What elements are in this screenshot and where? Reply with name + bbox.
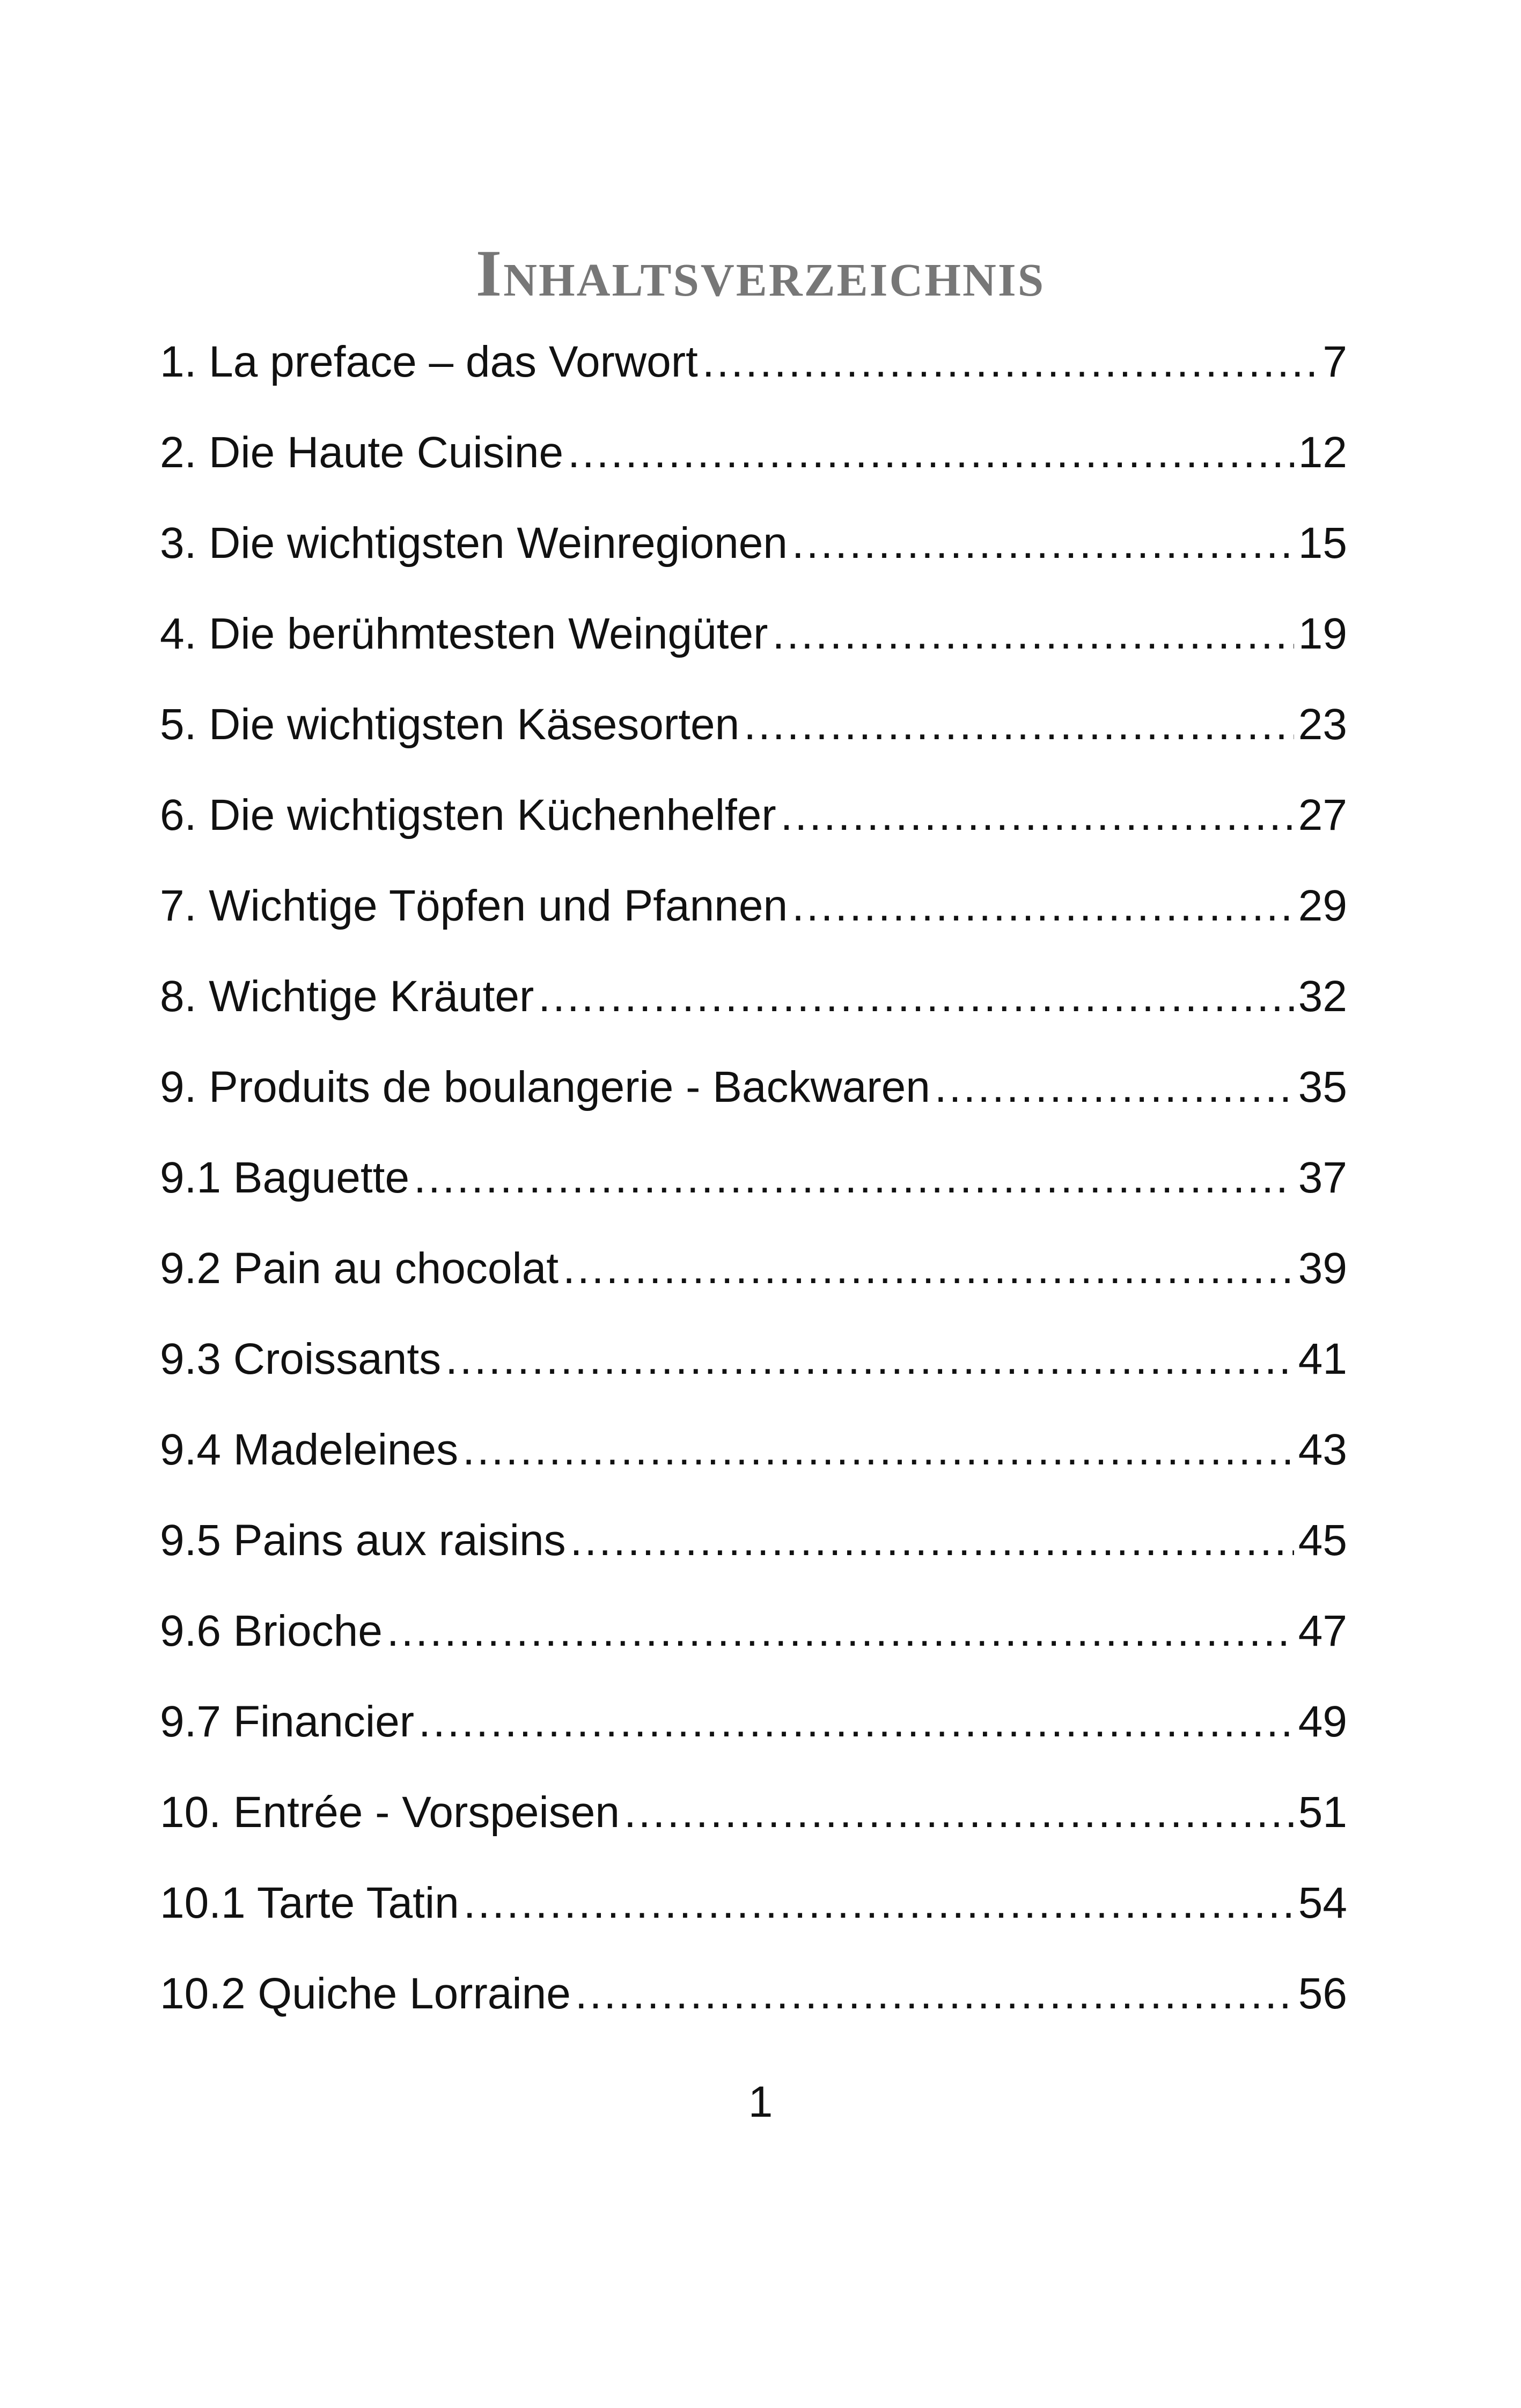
toc-entry-label: 9.2 Pain au chocolat (160, 1244, 559, 1293)
toc-dot-leader (414, 1151, 1294, 1205)
toc-entry (160, 1061, 1347, 1151)
toc-entry (160, 1876, 1347, 1967)
toc-entry-label: 5. Die wichtigsten Käsesorten (160, 700, 740, 749)
toc-entry-page: 35 (1298, 1063, 1347, 1111)
toc-entry-label: 1. La preface – das Vorwort (160, 337, 698, 386)
toc-dot-leader (792, 517, 1294, 570)
toc-entry-label: 7. Wichtige Töpfen und Pfannen (160, 881, 788, 930)
toc-dot-leader (792, 879, 1294, 933)
toc-dot-leader (570, 1514, 1294, 1567)
toc-entry-page: 7 (1322, 337, 1347, 386)
toc-dot-leader (418, 1695, 1294, 1749)
toc-entry-page: 54 (1298, 1879, 1347, 1927)
toc-entry (160, 1967, 1347, 2058)
toc-entry (160, 1151, 1347, 1242)
toc-entry (160, 970, 1347, 1061)
toc-dot-leader (781, 789, 1294, 842)
toc-entry (160, 1332, 1347, 1423)
toc-dot-leader (624, 1786, 1294, 1839)
toc-entry-page: 32 (1298, 972, 1347, 1021)
toc-entry-page: 29 (1298, 881, 1347, 930)
toc-entry (160, 1695, 1347, 1786)
toc-entry-page: 49 (1298, 1697, 1347, 1746)
toc-entry (160, 879, 1347, 970)
toc-entry (160, 607, 1347, 698)
toc-entry-page: 39 (1298, 1244, 1347, 1293)
toc-entry (160, 1242, 1347, 1332)
toc-entry-page: 43 (1298, 1425, 1347, 1474)
toc-entry-label: 9.4 Madeleines (160, 1425, 459, 1474)
toc-entry-page: 45 (1298, 1516, 1347, 1565)
toc-entry-label: 9.3 Croissants (160, 1335, 442, 1383)
toc-entry-label: 4. Die berühmtesten Weingüter (160, 609, 768, 658)
toc-entry (160, 426, 1347, 517)
toc-dot-leader (744, 698, 1294, 752)
toc-dot-leader (575, 1967, 1294, 2021)
toc-entry-label: 10. Entrée - Vorspeisen (160, 1788, 620, 1837)
toc-entry-label: 10.1 Tarte Tatin (160, 1879, 459, 1927)
toc-entry-label: 8. Wichtige Kräuter (160, 972, 534, 1021)
toc-entry-page: 41 (1298, 1335, 1347, 1383)
toc-entry-page: 56 (1298, 1969, 1347, 2018)
toc-entry (160, 698, 1347, 789)
toc-dot-leader (568, 426, 1294, 480)
toc-entry-label: 2. Die Haute Cuisine (160, 428, 564, 477)
toc-dot-leader (772, 607, 1294, 661)
toc-entry-label: 10.2 Quiche Lorraine (160, 1969, 571, 2018)
toc-dot-leader (464, 1876, 1294, 1930)
toc-entry-page: 19 (1298, 609, 1347, 658)
toc-entry (160, 1514, 1347, 1604)
toc-dot-leader (538, 970, 1294, 1023)
toc-entry-page: 27 (1298, 791, 1347, 840)
toc-entry (160, 1423, 1347, 1514)
toc-entry-page: 51 (1298, 1788, 1347, 1837)
toc-dot-leader (445, 1332, 1294, 1386)
toc-dot-leader (935, 1061, 1294, 1114)
toc-entry-label: 9.5 Pains aux raisins (160, 1516, 566, 1565)
toc-entry (160, 1786, 1347, 1876)
page-title: Inhaltsverzeichnis (475, 237, 1046, 311)
toc-dot-leader (563, 1242, 1294, 1295)
table-of-contents (160, 335, 1347, 2058)
toc-entry (160, 335, 1347, 426)
toc-entry-page: 23 (1298, 700, 1347, 749)
toc-entry (160, 517, 1347, 607)
toc-entry-page: 37 (1298, 1153, 1347, 1202)
toc-dot-leader (702, 335, 1319, 389)
toc-entry-page: 12 (1298, 428, 1347, 477)
page-number: 1 (748, 2078, 773, 2126)
toc-entry-page: 47 (1298, 1607, 1347, 1655)
toc-entry (160, 1604, 1347, 1695)
toc-entry-label: 9.1 Baguette (160, 1153, 410, 1202)
toc-entry-page: 15 (1298, 519, 1347, 568)
toc-entry-label: 6. Die wichtigsten Küchenhelfer (160, 791, 776, 840)
toc-dot-leader (462, 1423, 1294, 1477)
toc-dot-leader (387, 1604, 1294, 1658)
toc-entry-label: 9. Produits de boulangerie - Backwaren (160, 1063, 930, 1111)
toc-entry-label: 9.6 Brioche (160, 1607, 383, 1655)
toc-entry (160, 789, 1347, 879)
toc-entry-label: 3. Die wichtigsten Weinregionen (160, 519, 788, 568)
toc-entry-label: 9.7 Financier (160, 1697, 415, 1746)
